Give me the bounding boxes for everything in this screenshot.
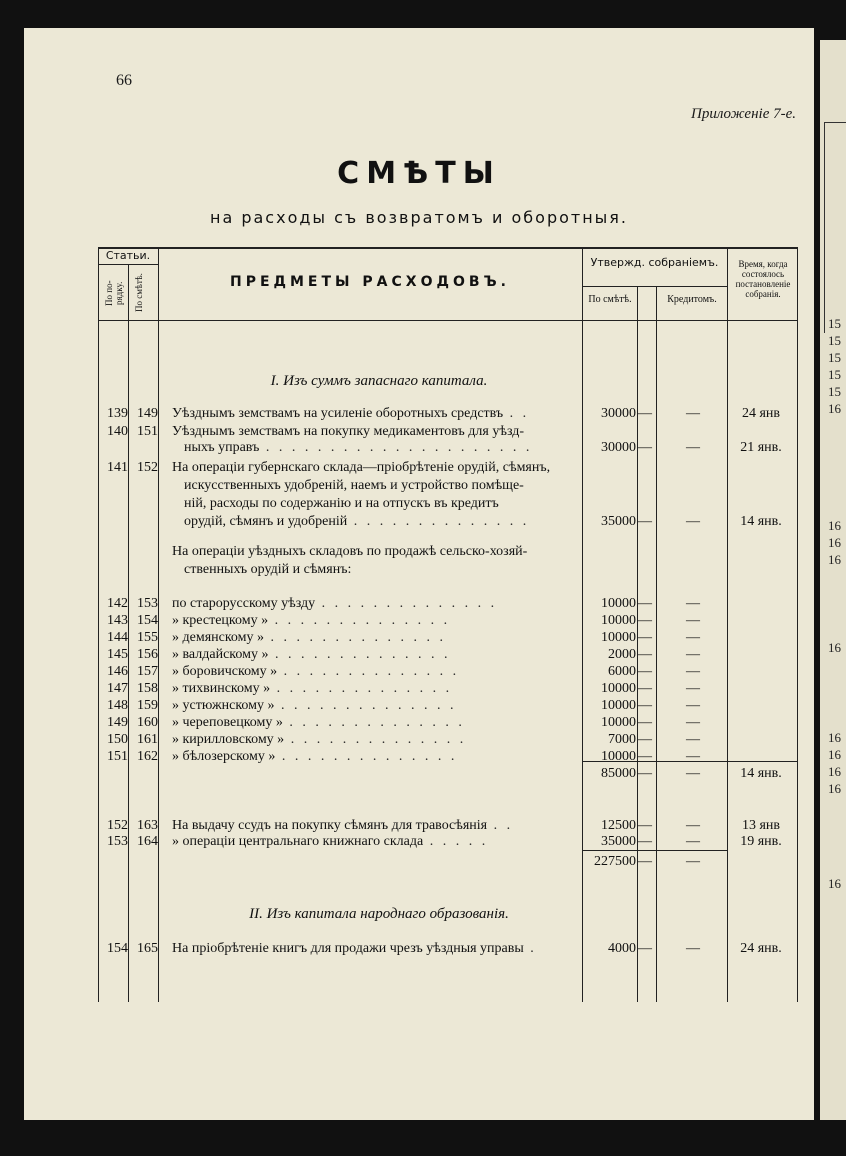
kopeck-dash: — xyxy=(638,596,652,611)
dot-leader: . . . . . xyxy=(423,834,489,849)
header-by-estimate-col: По смѣтѣ. xyxy=(588,294,632,305)
amount: 30000 xyxy=(601,440,636,455)
kopeck-dash: — xyxy=(638,664,652,679)
decision-date: 19 янв. xyxy=(740,834,782,849)
estimate-number: 163 xyxy=(137,818,158,833)
dot-leader: . . . . . . . . . . . . . . xyxy=(277,664,460,679)
credit-value: — xyxy=(686,630,700,645)
table-row xyxy=(24,460,814,478)
description-text: На пріобрѣтеніе книгъ для продажи чрезъ уѣздныя управы xyxy=(172,941,524,956)
description-text: » тихвинскому » xyxy=(172,681,271,696)
article-number: 140 xyxy=(107,424,128,439)
total-row xyxy=(24,854,814,872)
section-title: II. Изъ капитала народнаго образованія. xyxy=(249,906,509,922)
table-row xyxy=(24,613,814,631)
credit-value: — xyxy=(686,732,700,747)
kopeck-dash: — xyxy=(638,647,652,662)
table-row xyxy=(24,596,814,614)
row-description xyxy=(172,514,604,530)
credit-value: — xyxy=(686,681,700,696)
credit-value: — xyxy=(686,647,700,662)
dot-leader: . . . . . . . . . . . . . . xyxy=(268,613,451,628)
header-by-order: По по-рядку. xyxy=(104,280,124,306)
description-text: » операціи центральнаго книжнаго склада xyxy=(172,834,424,849)
article-number: 139 xyxy=(107,406,128,421)
description-text: по старорусскому уѣзду xyxy=(172,596,316,611)
kopeck-dash: — xyxy=(638,749,652,764)
credit-value: — xyxy=(686,715,700,730)
article-number: 153 xyxy=(107,834,128,849)
row-description xyxy=(172,406,592,422)
credit-value: — xyxy=(686,834,700,849)
description-text: ныхъ управъ xyxy=(184,440,260,455)
article-number: 145 xyxy=(107,647,128,662)
description-text: На операціи уѣздныхъ складовъ по продажѣ сельско-хозяй- xyxy=(172,544,528,559)
kopeck-dash: — xyxy=(638,514,652,529)
row-description xyxy=(172,440,604,456)
credit-value: — xyxy=(686,406,700,421)
row-description xyxy=(172,647,592,663)
header-by-estimate: По смѣтѣ. xyxy=(134,273,144,313)
description-text: » бѣлозерскому » xyxy=(172,749,276,764)
row-description xyxy=(172,681,592,697)
amount: 2000 xyxy=(608,647,636,662)
amount: 10000 xyxy=(601,681,636,696)
table-row xyxy=(24,647,814,665)
kopeck-dash: — xyxy=(638,854,652,869)
amount: 10000 xyxy=(601,698,636,713)
row-description xyxy=(172,715,592,731)
section-title: I. Изъ суммъ запаснаго капитала. xyxy=(270,373,488,389)
dot-leader: . . . . . . . . . . . . . . . . . . . . . xyxy=(259,440,533,455)
description-text: » устюжнскому » xyxy=(172,698,275,713)
article-number: 154 xyxy=(107,941,128,956)
table-row xyxy=(24,544,814,562)
table-header-rule xyxy=(98,320,798,321)
credit-value: — xyxy=(686,818,700,833)
estimate-number: 165 xyxy=(137,941,158,956)
estimate-number: 151 xyxy=(137,424,158,439)
header-time: Время, когда состоялось постановленіе собранія. xyxy=(735,259,791,299)
row-description xyxy=(172,941,592,957)
articles-under-rule xyxy=(98,264,158,265)
kopeck-dash: — xyxy=(638,698,652,713)
kopeck-dash: — xyxy=(638,613,652,628)
estimate-number: 161 xyxy=(137,732,158,747)
adjacent-page-number: 16 xyxy=(828,535,841,550)
article-number: 148 xyxy=(107,698,128,713)
decision-date: 14 янв. xyxy=(740,766,782,781)
credit-value: — xyxy=(686,596,700,611)
credit-value: — xyxy=(686,749,700,764)
decision-date: 24 янв. xyxy=(740,941,782,956)
header-approved: Утвержд. собраніемъ. xyxy=(590,256,719,269)
table-row xyxy=(24,496,814,514)
table-row xyxy=(24,664,814,682)
amount: 10000 xyxy=(601,630,636,645)
decision-date: 24 янв xyxy=(741,406,781,421)
table-row xyxy=(24,749,814,767)
estimate-number: 153 xyxy=(137,596,158,611)
estimate-number: 162 xyxy=(137,749,158,764)
article-number: 147 xyxy=(107,681,128,696)
amount: 10000 xyxy=(601,613,636,628)
estimate-number: 154 xyxy=(137,613,158,628)
estimate-number: 160 xyxy=(137,715,158,730)
table-row xyxy=(24,440,814,458)
description-text: » валдайскому » xyxy=(172,647,269,662)
description-text: » кирилловскому » xyxy=(172,732,285,747)
description-text: ній, расходы по содержанію и на отпускъ въ кредитъ xyxy=(184,496,499,511)
row-description xyxy=(172,613,592,629)
article-number: 151 xyxy=(107,749,128,764)
description-text: ственныхъ орудій и сѣмянъ: xyxy=(184,562,352,577)
dot-leader: . . xyxy=(487,818,514,833)
estimate-number: 155 xyxy=(137,630,158,645)
header-articles: Статьи. xyxy=(105,249,151,262)
description-text: На операціи губернскаго склада—пріобрѣтеніе орудій, сѣмянъ, xyxy=(172,460,551,475)
estimate-number: 157 xyxy=(137,664,158,679)
approved-under-rule xyxy=(582,286,727,287)
row-description xyxy=(172,698,592,714)
credit-value: — xyxy=(686,664,700,679)
total-amount: 227500 xyxy=(594,854,636,869)
dot-leader: . . . . . . . . . . . . . . xyxy=(284,732,467,747)
kopeck-dash: — xyxy=(638,630,652,645)
table-row xyxy=(24,715,814,733)
row-description xyxy=(172,630,592,646)
amount: 10000 xyxy=(601,596,636,611)
dot-leader: . . . . . . . . . . . . . . xyxy=(268,647,451,662)
adjacent-page-number: 16 xyxy=(828,640,841,655)
description-text: Уѣзднымъ земствамъ на покупку медикаментовъ для уѣзд- xyxy=(172,424,525,439)
article-number: 146 xyxy=(107,664,128,679)
credit-value: — xyxy=(686,766,700,781)
credit-value: — xyxy=(686,440,700,455)
amount: 35000 xyxy=(601,514,636,529)
dot-leader: . . . . . . . . . . . . . . xyxy=(282,715,465,730)
amount: 12500 xyxy=(601,818,636,833)
article-number: 144 xyxy=(107,630,128,645)
adjacent-page-number: 16 xyxy=(828,764,841,779)
row-description xyxy=(172,818,592,834)
credit-value: — xyxy=(686,613,700,628)
article-number: 150 xyxy=(107,732,128,747)
table-row xyxy=(24,562,814,580)
kopeck-dash: — xyxy=(638,941,652,956)
estimate-number: 152 xyxy=(137,460,158,475)
amount: 10000 xyxy=(601,715,636,730)
description-text: » боровичскому » xyxy=(172,664,278,679)
adjacent-page-number: 15 xyxy=(828,367,841,382)
kopeck-dash: — xyxy=(638,715,652,730)
row-description xyxy=(172,732,592,748)
credit-value: — xyxy=(686,514,700,529)
subtotal-amount: 85000 xyxy=(601,766,636,781)
article-number: 143 xyxy=(107,613,128,628)
page-number: 66 xyxy=(116,72,132,89)
article-number: 152 xyxy=(107,818,128,833)
table-row xyxy=(24,406,814,424)
row-description xyxy=(172,596,592,612)
table-row xyxy=(24,681,814,699)
description-text: орудій, сѣмянъ и удобреній xyxy=(184,514,348,529)
adjacent-page-number: 15 xyxy=(828,333,841,348)
description-text: » крестецкому » xyxy=(172,613,269,628)
dot-leader: . . . . . . . . . . . . . . xyxy=(264,630,447,645)
credit-value: — xyxy=(686,698,700,713)
dot-leader: . . . . . . . . . . . . . . xyxy=(275,749,458,764)
amount: 4000 xyxy=(608,941,636,956)
table-row xyxy=(24,630,814,648)
description-text: » череповецкому » xyxy=(172,715,283,730)
credit-value: — xyxy=(686,941,700,956)
kopeck-dash: — xyxy=(638,440,652,455)
description-text: искусственныхъ удобреній, наемъ и устройство помѣще- xyxy=(184,478,524,493)
article-number: 149 xyxy=(107,715,128,730)
table-row xyxy=(24,698,814,716)
estimate-number: 156 xyxy=(137,647,158,662)
table-row xyxy=(24,478,814,496)
row-description xyxy=(172,749,592,765)
estimate-number: 158 xyxy=(137,681,158,696)
description-text: На выдачу ссудъ на покупку сѣмянъ для травосѣянія xyxy=(172,818,488,833)
kopeck-dash: — xyxy=(638,834,652,849)
table-row xyxy=(24,514,814,532)
document-subtitle: на расходы съ возвратомъ и оборотныя. xyxy=(209,208,629,227)
dot-leader: . xyxy=(523,941,537,956)
adjacent-table-fragment xyxy=(824,122,846,333)
table-row xyxy=(24,732,814,750)
estimate-number: 164 xyxy=(137,834,158,849)
description-text: » демянскому » xyxy=(172,630,265,645)
document-title: СМѢТЫ xyxy=(337,156,501,191)
decision-date: 21 янв. xyxy=(740,440,782,455)
dot-leader: . . . . . . . . . . . . . . xyxy=(347,514,530,529)
amount: 35000 xyxy=(601,834,636,849)
estimate-number: 149 xyxy=(137,406,158,421)
amount: 30000 xyxy=(601,406,636,421)
table-row xyxy=(24,834,814,852)
article-number: 142 xyxy=(107,596,128,611)
description-text: Уѣзднымъ земствамъ на усиленіе оборотныхъ средствъ xyxy=(172,406,504,421)
credit-value: — xyxy=(686,854,700,869)
adjacent-page-number: 16 xyxy=(828,518,841,533)
row-description xyxy=(172,834,592,850)
amount: 10000 xyxy=(601,749,636,764)
adjacent-page-edge xyxy=(820,40,846,1120)
dot-leader: . . . . . . . . . . . . . . xyxy=(274,698,457,713)
decision-date: 13 янв xyxy=(741,818,781,833)
kopeck-dash: — xyxy=(638,681,652,696)
adjacent-page-number: 15 xyxy=(828,350,841,365)
row-description xyxy=(172,664,592,680)
adjacent-page-number: 16 xyxy=(828,730,841,745)
decision-date: 14 янв. xyxy=(740,514,782,529)
amount: 7000 xyxy=(608,732,636,747)
adjacent-page-number: 16 xyxy=(828,781,841,796)
adjacent-page-number: 15 xyxy=(828,316,841,331)
estimate-number: 159 xyxy=(137,698,158,713)
dot-leader: . . . . . . . . . . . . . . xyxy=(315,596,498,611)
adjacent-page-number: 16 xyxy=(828,552,841,567)
amount: 6000 xyxy=(608,664,636,679)
header-by-credit: Кредитомъ. xyxy=(667,294,717,305)
adjacent-page-number: 16 xyxy=(828,747,841,762)
document-page xyxy=(24,28,814,1120)
article-number: 141 xyxy=(107,460,128,475)
kopeck-dash: — xyxy=(638,766,652,781)
dot-leader: . . . . . . . . . . . . . . xyxy=(270,681,453,696)
table-top-rule xyxy=(98,247,798,249)
table-row xyxy=(24,941,814,959)
adjacent-page-number: 16 xyxy=(828,401,841,416)
adjacent-page-number: 16 xyxy=(828,876,841,891)
appendix-label: Приложеніе 7-е. xyxy=(690,106,796,122)
kopeck-dash: — xyxy=(638,818,652,833)
dot-leader: . . xyxy=(503,406,530,421)
kopeck-dash: — xyxy=(638,406,652,421)
subtotal-row xyxy=(24,766,814,784)
header-subjects: ПРЕДМЕТЫ РАСХОДОВЪ. xyxy=(229,274,510,290)
adjacent-page-number: 15 xyxy=(828,384,841,399)
kopeck-dash: — xyxy=(638,732,652,747)
